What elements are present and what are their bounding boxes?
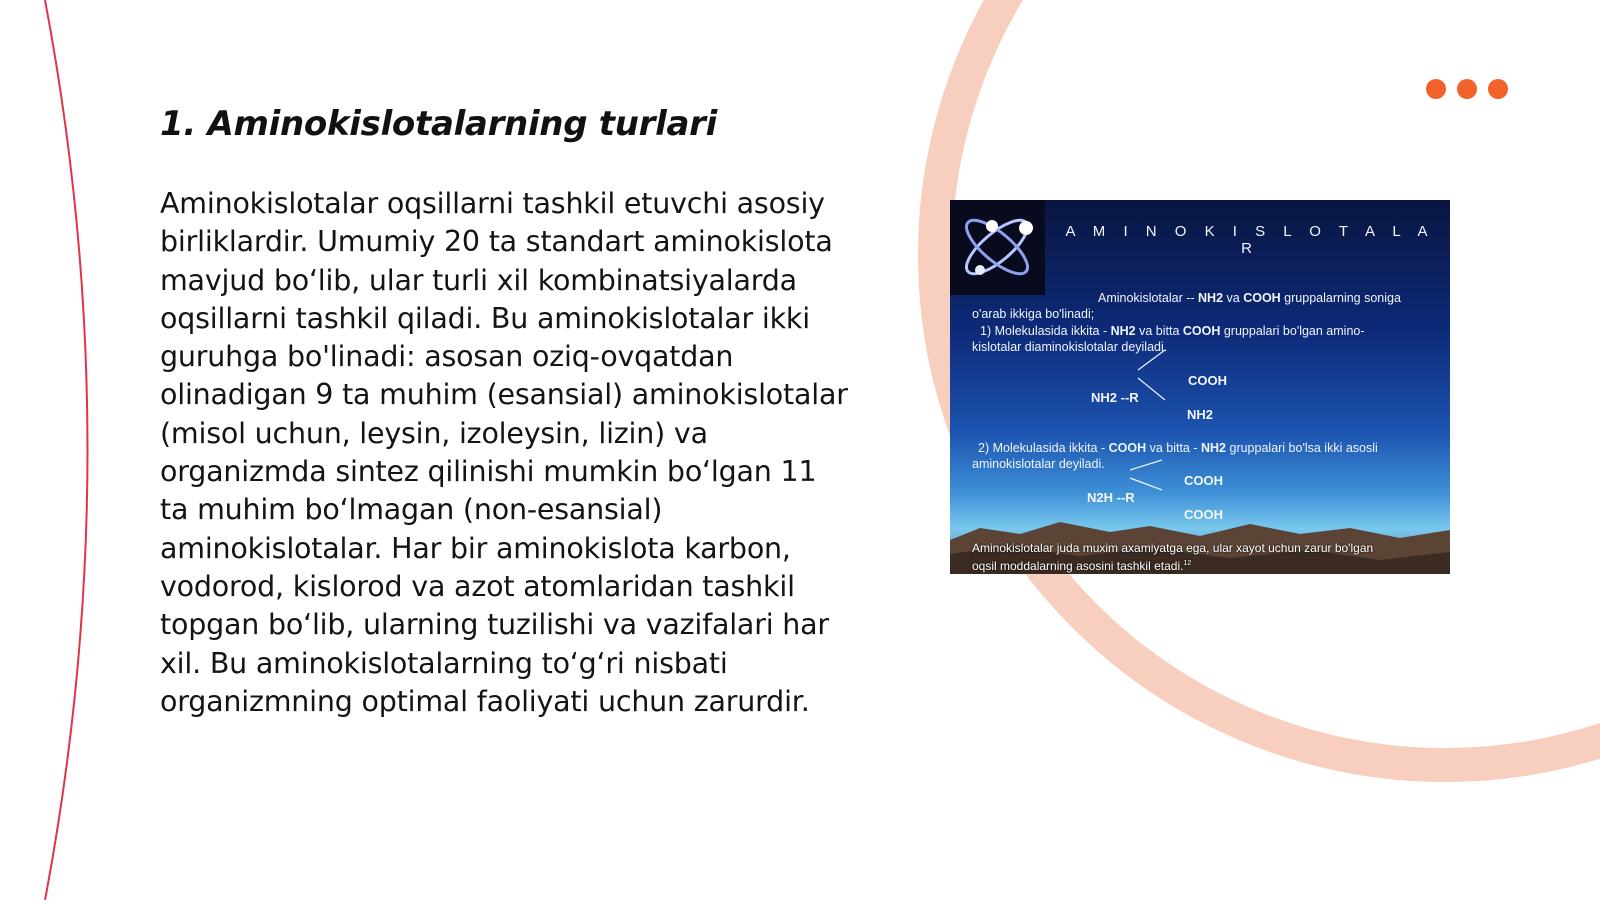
slide-body-text: Aminokislotalar oqsillarni tashkil etuvchi asosiy birliklardir. Umumiy 20 ta standart aminokislota mavjud bo‘lib, ular turli xil kombinatsiyalarda oqsillarni tashkil qiladi. Bu aminokislotalar ikki guruhga bo'linadi: asosan oziq-ovqatdan olinadigan 9 ta muhim (esansial) aminokislotalar (misol uchun, leysin, izoleysin, lizin) va organizmda sintez qilinishi mumkin bo‘lgan 11 ta muhim bo‘lmagan (non-esansial) aminokislotalar. Har bir aminokislota karbon, vodorod, kislorod va azot atomlaridan tashkil topgan bo‘lib, ularning tuzilishi va vazifalari har xil. Bu aminokislotalarning to‘g‘ri nisbati organizmning optimal faoliyati uchun zarurdir.	[160, 187, 848, 718]
dot	[1426, 79, 1446, 99]
menu-dots-icon	[1426, 79, 1508, 99]
image-title: A M I N O K I S L O T A L A R	[1065, 223, 1435, 257]
item-2-line-2: aminokislotalar deyiladi.	[972, 457, 1105, 471]
formula-1-top: COOH	[1188, 373, 1227, 388]
intro-line: Aminokislotalar -- NH2 va COOH gruppalarning soniga	[1098, 291, 1401, 305]
dot	[1488, 79, 1508, 99]
formula-1-left: NH2 --R	[1091, 390, 1139, 405]
item-1-line: 1) Molekulasida ikkita - NH2 va bitta COOH gruppalari bo'lgan amino-	[980, 324, 1365, 338]
aminokislotalar-image	[950, 200, 1450, 574]
formula-1-bottom: NH2	[1187, 407, 1214, 422]
left-edge-line	[45, 0, 88, 900]
item-1-line-2: kislotalar diaminokislotalar deyiladi.	[972, 340, 1168, 354]
image-note: Aminokislotalar juda muxim axamiyatga ega, ular xayot uchun zarur bo'lgan oqsil moddalarning asosini tashkil etadi.$^{12}$	[972, 541, 1374, 573]
intro-line-2: o'arab ikkiga bo'linadi;	[972, 307, 1095, 321]
formula-2-top: COOH	[1184, 473, 1223, 488]
dot	[1457, 79, 1477, 99]
formula-2-left: N2H --R	[1087, 490, 1135, 505]
item-2-line: 2) Molekulasida ikkita - COOH va bitta - NH2 gruppalari bo'lsa ikki asosli	[978, 441, 1378, 455]
formula-2-bottom: COOH	[1184, 507, 1223, 522]
slide-title: 1. Aminokislotalarning turlari	[160, 104, 717, 144]
